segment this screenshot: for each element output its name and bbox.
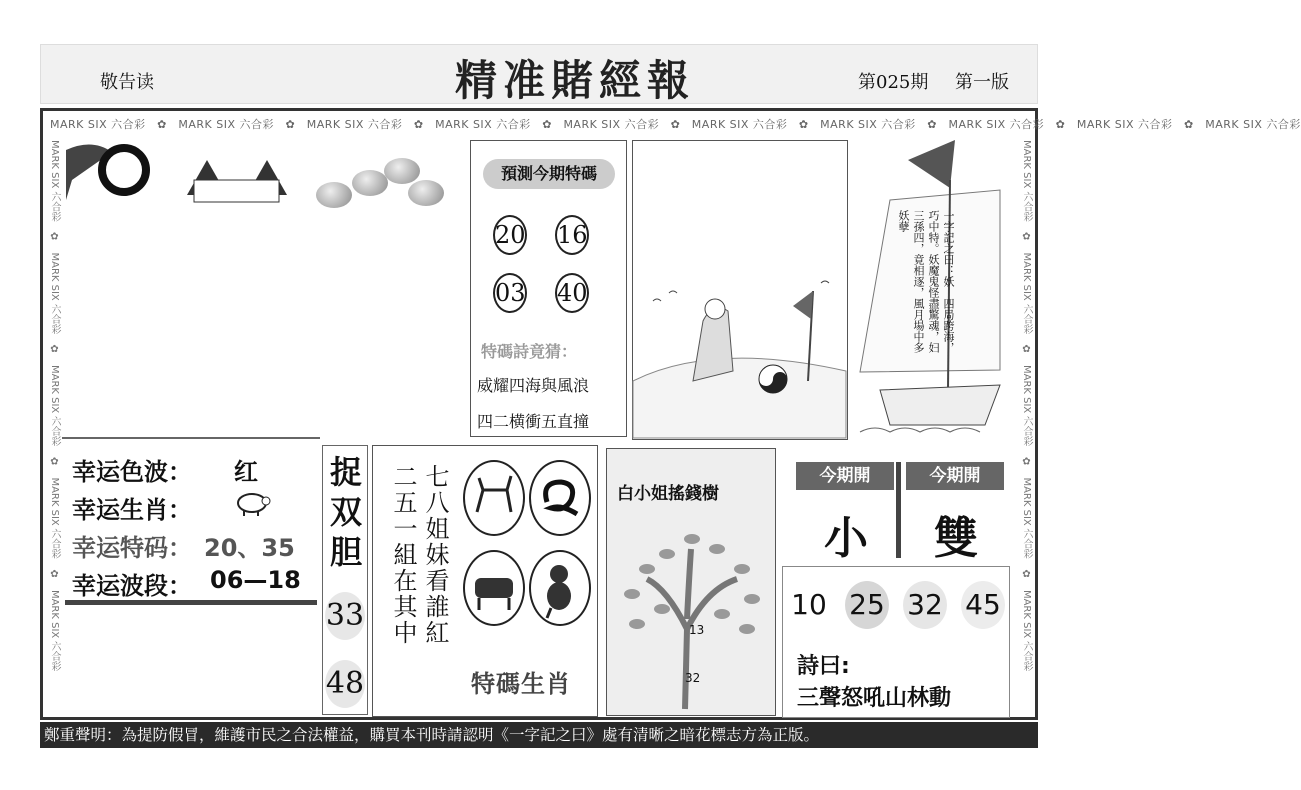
ship-poem: 一字記之曰：妖 四局跨海，巧中特。妖魔鬼怪盡驚魂，妇三孫四，竟相逐，風月場中多妖孽 — [897, 210, 955, 353]
goat-icon — [463, 460, 525, 536]
banner-graphic — [62, 140, 467, 435]
snake-icon — [529, 460, 591, 536]
number-ball: 10 — [787, 581, 831, 629]
lucky-code-label: 幸运特码： — [72, 534, 192, 562]
decor-ball — [352, 170, 388, 196]
scholar-illustration — [632, 140, 848, 440]
tree-number: 13 — [689, 623, 705, 637]
scholar-scene-icon — [633, 141, 846, 438]
issue-number: 第025期 — [858, 72, 929, 93]
page-title: 精准賭經報 — [455, 56, 696, 105]
zodiac-panel — [372, 445, 598, 717]
open-parity-value: 雙 — [934, 513, 978, 564]
watermark-top: MARK SIX 六合彩 ✿ MARK SIX 六合彩 ✿ MARK SIX 六合彩 ✿ MARK SIX 六合彩 ✿ MARK SIX 六合彩 ✿ MARK SIX 六合彩 ✿ MARK SIX 六合彩 ✿ MARK SIX 六合彩 ✿ MARK SIX 六合彩 ✿ MARK SIX 六合彩 — [50, 118, 1301, 131]
double-pick-number: 48 — [325, 660, 365, 708]
number-ball: 32 — [903, 581, 947, 629]
lucky-code-value: 20、35 — [204, 534, 295, 562]
lucky-color-value: 红 — [234, 458, 258, 486]
poem-text: 三聲怒吼山林動 — [797, 686, 952, 711]
result-type-panel — [782, 448, 1010, 564]
open-size-value: 小 — [824, 513, 868, 564]
verse-column-2: 二五一組在其中 — [389, 464, 417, 646]
decor-ball — [316, 182, 352, 208]
divider — [62, 437, 320, 439]
money-tree-panel — [606, 448, 776, 716]
monkey-icon — [529, 550, 591, 626]
poem-line: 威耀四海與風浪 — [477, 376, 590, 395]
poem-label: 詩曰: — [797, 654, 850, 679]
double-pick-panel — [322, 445, 368, 715]
ox-icon — [463, 550, 525, 626]
prediction-number: 03 — [493, 273, 527, 313]
prediction-number: 40 — [555, 273, 589, 313]
verse-column-1: 七八姐妹看誰紅 — [421, 464, 449, 646]
decor-ball — [384, 158, 420, 184]
watermark-right: MARK SIX 六合彩 ✿ MARK SIX 六合彩 ✿ MARK SIX 六合彩 ✿ MARK SIX 六合彩 ✿ MARK SIX 六合彩 — [1021, 140, 1032, 672]
greeting-text: 敬告读 — [100, 72, 154, 93]
money-tree-title: 白小姐搖錢樹 — [617, 484, 719, 504]
number-ball: 45 — [961, 581, 1005, 629]
footer-notice: 鄭重聲明：為提防假冒，維護市民之合法權益，購買本刊時請認明《一字記之曰》處有清晰之暗花標志方為正版。 — [40, 722, 1038, 748]
open-tab-parity: 今期開 — [906, 462, 1004, 490]
double-pick-title: 捉双胆 — [329, 453, 362, 571]
poem-heading: 特碼詩竟猜： — [481, 342, 578, 361]
lucky-band-label: 幸运波段： — [72, 572, 192, 600]
decor-ball — [408, 180, 444, 206]
open-tab-size: 今期開 — [796, 462, 894, 490]
divider — [65, 600, 317, 605]
pig-icon — [232, 488, 272, 518]
number-ball: 25 — [845, 581, 889, 629]
prediction-number: 16 — [555, 215, 589, 255]
prediction-title: 預測今期特碼 — [483, 159, 615, 189]
lucky-band-value: 06—18 — [210, 566, 301, 594]
poem-line: 四二横衝五直撞 — [477, 412, 590, 431]
double-pick-number: 33 — [325, 592, 365, 640]
ship-illustration — [850, 140, 1012, 440]
prediction-panel — [470, 140, 627, 437]
prediction-number: 20 — [493, 215, 527, 255]
lucky-color-label: 幸运色波： — [72, 458, 192, 486]
numbers-panel — [782, 566, 1010, 718]
divider — [896, 462, 901, 558]
zodiac-label: 特碼生肖 — [471, 670, 571, 698]
tree-number: 32 — [685, 671, 701, 685]
edition-label: 第一版 — [955, 72, 1009, 93]
watermark-left: MARK SIX 六合彩 ✿ MARK SIX 六合彩 ✿ MARK SIX 六合彩 ✿ MARK SIX 六合彩 ✿ MARK SIX 六合彩 — [49, 140, 60, 672]
lucky-zodiac-label: 幸运生肖： — [72, 496, 192, 524]
